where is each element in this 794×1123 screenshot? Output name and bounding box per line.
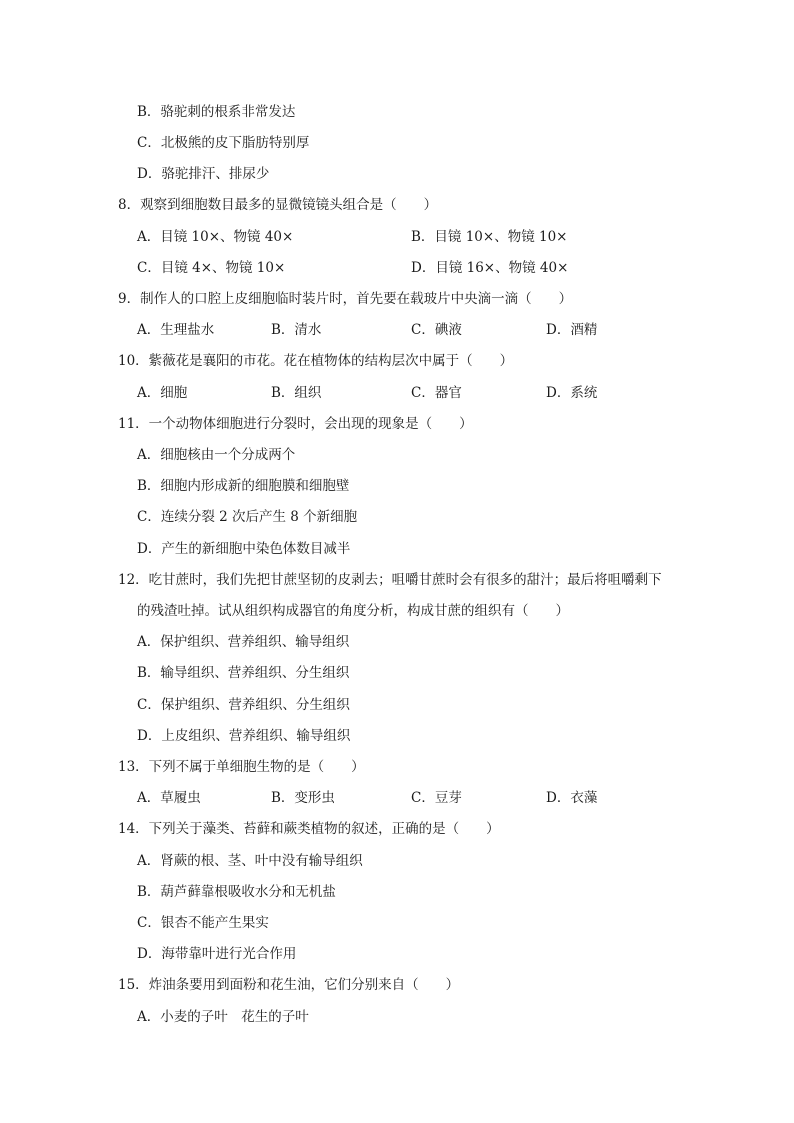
q10-option-d: D．系统 bbox=[546, 385, 598, 401]
q11-option-b: B．细胞内形成新的细胞膜和细胞壁 bbox=[137, 478, 350, 494]
q8-option-b: B．目镜 10×、物镜 10× bbox=[411, 229, 568, 245]
q9-option-d: D．酒精 bbox=[546, 322, 598, 338]
q15-option-a: A．小麦的子叶 花生的子叶 bbox=[137, 1009, 309, 1025]
q12-stem-line-1: 12．吃甘蔗时，我们先把甘蔗坚韧的皮剥去；咀嚼甘蔗时会有很多的甜汁；最后将咀嚼剩下 bbox=[118, 572, 662, 588]
q14-option-b: B．葫芦藓靠根吸收水分和无机盐 bbox=[137, 884, 336, 900]
q10-option-c: C．器官 bbox=[411, 385, 462, 401]
q10-stem: 10．紫薇花是襄阳的市花。花在植物体的结构层次中属于（ ） bbox=[118, 353, 514, 369]
q13-option-a: A．草履虫 bbox=[137, 790, 201, 806]
q13-option-c: C．豆芽 bbox=[411, 790, 462, 806]
q12-option-b: B．输导组织、营养组织、分生组织 bbox=[137, 665, 350, 681]
q12-stem-line-2: 的残渣吐掉。试从组织构成器官的角度分析，构成甘蔗的组织有（ ） bbox=[137, 603, 569, 619]
q14-option-c: C．银杏不能产生果实 bbox=[137, 915, 269, 931]
q8-option-a: A．目镜 10×、物镜 40× bbox=[137, 229, 294, 245]
q9-option-b: B．清水 bbox=[271, 322, 322, 338]
q11-stem: 11．一个动物体细胞进行分裂时，会出现的现象是（ ） bbox=[118, 416, 473, 432]
q7-option-c: C．北极熊的皮下脂肪特别厚 bbox=[137, 135, 310, 151]
q8-stem: 8．观察到细胞数目最多的显微镜镜头组合是（ ） bbox=[118, 197, 438, 213]
q9-option-a: A．生理盐水 bbox=[137, 322, 215, 338]
q12-option-c: C．保护组织、营养组织、分生组织 bbox=[137, 697, 350, 713]
q14-option-a: A．肾蕨的根、茎、叶中没有输导组织 bbox=[137, 853, 363, 869]
q9-stem: 9．制作人的口腔上皮细胞临时装片时，首先要在载玻片中央滴一滴（ ） bbox=[118, 291, 573, 307]
q10-option-b: B．组织 bbox=[271, 385, 322, 401]
q8-option-c: C．目镜 4×、物镜 10× bbox=[137, 260, 286, 276]
q14-option-d: D．海带靠叶进行光合作用 bbox=[137, 946, 297, 962]
q11-option-c: C．连续分裂 2 次后产生 8 个新细胞 bbox=[137, 509, 358, 525]
q15-stem: 15．炸油条要用到面粉和花生油，它们分别来自（ ） bbox=[118, 977, 460, 993]
q7-option-b: B．骆驼刺的根系非常发达 bbox=[137, 104, 296, 120]
q12-option-d: D．上皮组织、营养组织、输导组织 bbox=[137, 728, 351, 744]
q13-stem: 13．下列不属于单细胞生物的是（ ） bbox=[118, 759, 365, 775]
q14-stem: 14．下列关于藻类、苔藓和蕨类植物的叙述，正确的是（ ） bbox=[118, 821, 500, 837]
q11-option-a: A．细胞核由一个分成两个 bbox=[137, 447, 296, 463]
q13-option-b: B．变形虫 bbox=[271, 790, 335, 806]
q11-option-d: D．产生的新细胞中染色体数目减半 bbox=[137, 541, 351, 557]
q9-option-c: C．碘液 bbox=[411, 322, 462, 338]
q13-option-d: D．衣藻 bbox=[546, 790, 598, 806]
q8-option-d: D．目镜 16×、物镜 40× bbox=[411, 260, 569, 276]
q7-option-d: D．骆驼排汗、排尿少 bbox=[137, 166, 270, 182]
q10-option-a: A．细胞 bbox=[137, 385, 188, 401]
q12-option-a: A．保护组织、营养组织、输导组织 bbox=[137, 634, 350, 650]
